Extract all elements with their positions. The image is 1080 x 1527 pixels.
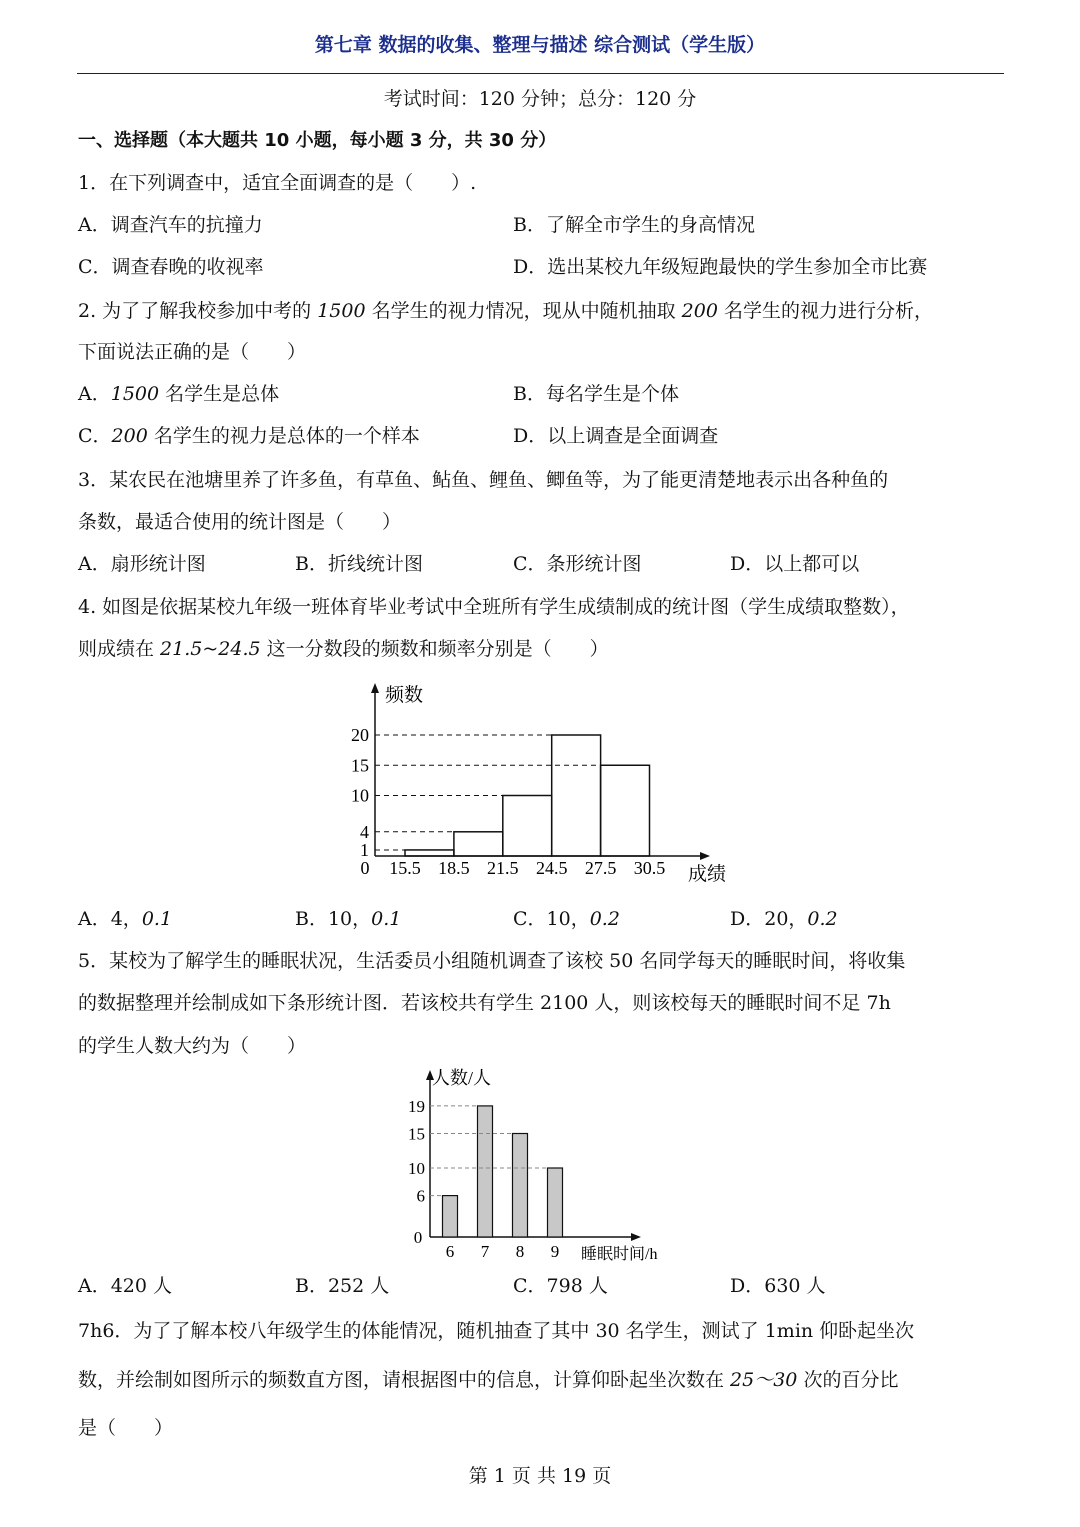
y-tick-label: 19 (408, 1096, 425, 1116)
question-6-stem-line2: 数，并绘制如图所示的频数直方图，请根据图中的信息，计算仰卧起坐次数在 25～30 次的百分比 (78, 1369, 899, 1391)
frequency-histogram-chart (330, 675, 750, 895)
sleep-time-bar-chart (395, 1062, 695, 1266)
histogram-bar (601, 765, 650, 856)
question-2-option-c: C．200 名学生的视力是总体的一个样本 (78, 425, 420, 447)
question-1-option-a: A．调查汽车的抗撞力 (78, 214, 263, 236)
x-axis-title: 成绩 (688, 864, 727, 885)
question-4-stem-line2: 则成绩在 21.5~24.5 这一分数段的频数和频率分别是（ ） (78, 638, 609, 660)
question-5-option-a: A．420 人 (78, 1275, 173, 1297)
question-5-option-b: B．252 人 (295, 1275, 390, 1297)
bar (513, 1134, 528, 1238)
x-tick-label: 21.5 (487, 858, 519, 878)
y-tick-label: 6 (416, 1186, 425, 1206)
x-tick-label: 24.5 (535, 858, 568, 878)
question-1-option-b: B．了解全市学生的身高情况 (513, 214, 755, 236)
page-number: 第 1 页 共 19 页 (468, 1465, 612, 1487)
question-4-option-c: C．10，0.2 (513, 908, 620, 930)
y-tick-label: 4 (360, 821, 369, 842)
x-tick-label: 6 (445, 1242, 455, 1261)
section-title: 一、选择题（本大题共 10 小题，每小题 3 分，共 30 分） (78, 130, 557, 151)
question-5-option-d: D．630 人 (730, 1275, 826, 1297)
question-3-option-b: B．折线统计图 (295, 553, 423, 575)
question-4-option-a: A．4，0.1 (78, 908, 173, 930)
bar (548, 1168, 563, 1237)
x-tick-label: 7 (480, 1242, 490, 1261)
histogram-bar (454, 832, 503, 856)
question-6-stem-line3: 是（ ） (78, 1417, 174, 1439)
question-2-stem-line2: 下面说法正确的是（ ） (78, 341, 307, 363)
histogram-bar (405, 850, 454, 856)
question-5-stem-line3: 的学生人数大约为（ ） (78, 1035, 307, 1057)
y-axis-title: 频数 (385, 685, 424, 706)
x-axis-arrow (631, 1233, 641, 1241)
origin-label: 0 (413, 1228, 423, 1247)
question-3-option-a: A．扇形统计图 (78, 553, 206, 575)
question-5-stem-line1: 5．某校为了解学生的睡眠状况，生活委员小组随机调查了该校 50 名同学每天的睡眠时间，将收集 (78, 950, 906, 972)
question-2-stem-line1: 2. 为了了解我校参加中考的 1500 名学生的视力情况，现从中随机抽取 200 名学生的视力进行分析， (78, 300, 933, 322)
question-3-option-d: D．以上都可以 (730, 553, 860, 575)
question-2-option-d: D．以上调查是全面调查 (513, 425, 719, 447)
question-1-option-d: D．选出某校九年级短跑最快的学生参加全市比赛 (513, 256, 928, 278)
y-tick-label: 15 (408, 1124, 425, 1144)
x-tick-label: 30.5 (633, 858, 666, 878)
question-3-option-c: C．条形统计图 (513, 553, 642, 575)
question-5-stem-line2: 的数据整理并绘制成如下条形统计图．若该校共有学生 2100 人，则该校每天的睡眠时间不足 7h (78, 992, 891, 1014)
origin-label: 0 (360, 858, 370, 878)
bar (478, 1106, 493, 1237)
y-axis-title: 人数/人 (432, 1068, 492, 1088)
y-axis-arrow (371, 683, 379, 693)
y-tick-label: 10 (408, 1159, 425, 1178)
question-2-option-a: A．1500 名学生是总体 (78, 383, 280, 405)
question-3-stem-line1: 3．某农民在池塘里养了许多鱼，有草鱼、鲇鱼、鲤鱼、鲫鱼等，为了能更清楚地表示出各种鱼的 (78, 469, 889, 491)
y-tick-label: 1 (360, 839, 369, 860)
question-4-option-b: B．10，0.1 (295, 908, 402, 930)
x-tick-label: 8 (515, 1242, 525, 1261)
question-4-stem-line1: 4. 如图是依据某校九年级一班体育毕业考试中全班所有学生成绩制成的统计图（学生成绩取整数）， (78, 596, 910, 618)
question-3-stem-line2: 条数，最适合使用的统计图是（ ） (78, 511, 402, 533)
y-tick-label: 10 (351, 785, 369, 806)
exam-info: 考试时间：120 分钟；总分：120 分 (383, 88, 697, 110)
histogram-bar (552, 735, 601, 856)
question-1-option-c: C．调查春晚的收视率 (78, 256, 264, 278)
question-4-option-d: D．20，0.2 (730, 908, 838, 930)
question-6-stem-line1: 7h6．为了了解本校八年级学生的体能情况，随机抽查了其中 30 名学生，测试了 1min 仰卧起坐次 (78, 1320, 915, 1342)
histogram-bar (503, 796, 552, 857)
x-tick-label: 27.5 (584, 858, 617, 878)
x-axis-arrow (700, 852, 710, 860)
question-1-stem: 1．在下列调查中，适宜全面调查的是（ ）. (78, 172, 477, 194)
question-5-option-c: C．798 人 (513, 1275, 608, 1297)
header-divider (77, 73, 1004, 74)
x-axis-title: 睡眠时间/h (581, 1246, 658, 1263)
x-tick-label: 9 (550, 1242, 560, 1261)
question-2-option-b: B．每名学生是个体 (513, 383, 679, 405)
document-title: 第七章 数据的收集、整理与描述 综合测试（学生版） (314, 34, 766, 56)
x-tick-label: 15.5 (389, 858, 421, 878)
y-tick-label: 15 (351, 755, 369, 776)
bar (443, 1196, 458, 1237)
y-tick-label: 20 (351, 725, 369, 745)
x-tick-label: 18.5 (438, 858, 470, 878)
